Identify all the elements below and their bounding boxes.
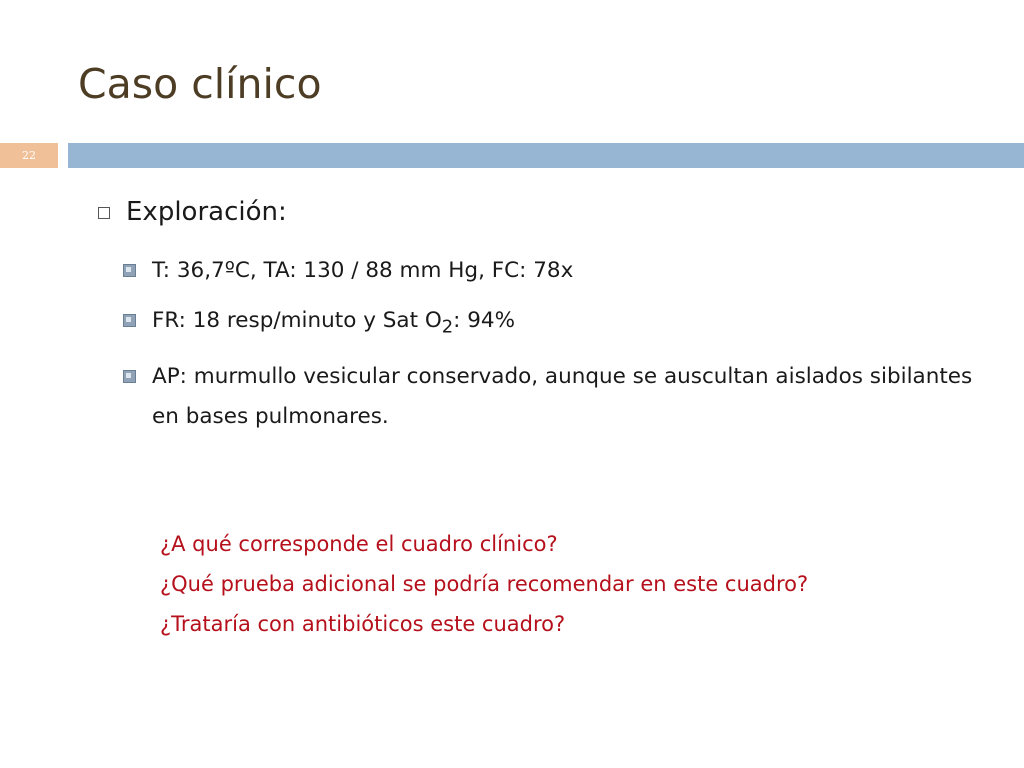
finding-respiratory: [123, 301, 983, 347]
square-bullet-icon: [123, 370, 136, 383]
discussion-questions: [160, 524, 960, 644]
finding-vitals-text: T: 36,7ºC, TA: 130 / 88 mm Hg, FC: 78x: [152, 258, 574, 283]
finding-vitals: [123, 251, 983, 291]
question-3: ¿Trataría con antibióticos este cuadro?: [160, 612, 566, 636]
exploration-findings-list: [123, 251, 983, 437]
finding-respiratory-prefix: FR: 18 resp/minuto y Sat O: [152, 308, 442, 333]
box-bullet-icon: [98, 207, 110, 219]
heading-exploracion: [98, 194, 287, 230]
heading-exploracion-label: Exploración:: [126, 197, 287, 227]
slide-title: Caso clínico: [78, 60, 322, 108]
square-bullet-icon: [123, 264, 136, 277]
finding-respiratory-subscript: 2: [441, 316, 454, 338]
title-accent-bar: [68, 143, 1024, 168]
finding-auscultation: [123, 357, 983, 437]
finding-auscultation-text: AP: murmullo vesicular conservado, aunque se auscultan aislados sibilantes en bases pulmonares.: [152, 364, 973, 430]
question-2: ¿Qué prueba adicional se podría recomendar en este cuadro?: [160, 572, 809, 596]
finding-respiratory-suffix: : 94%: [453, 308, 516, 333]
slide-number: 22: [0, 143, 58, 168]
question-1: ¿A qué corresponde el cuadro clínico?: [160, 532, 558, 556]
square-bullet-icon: [123, 314, 136, 327]
